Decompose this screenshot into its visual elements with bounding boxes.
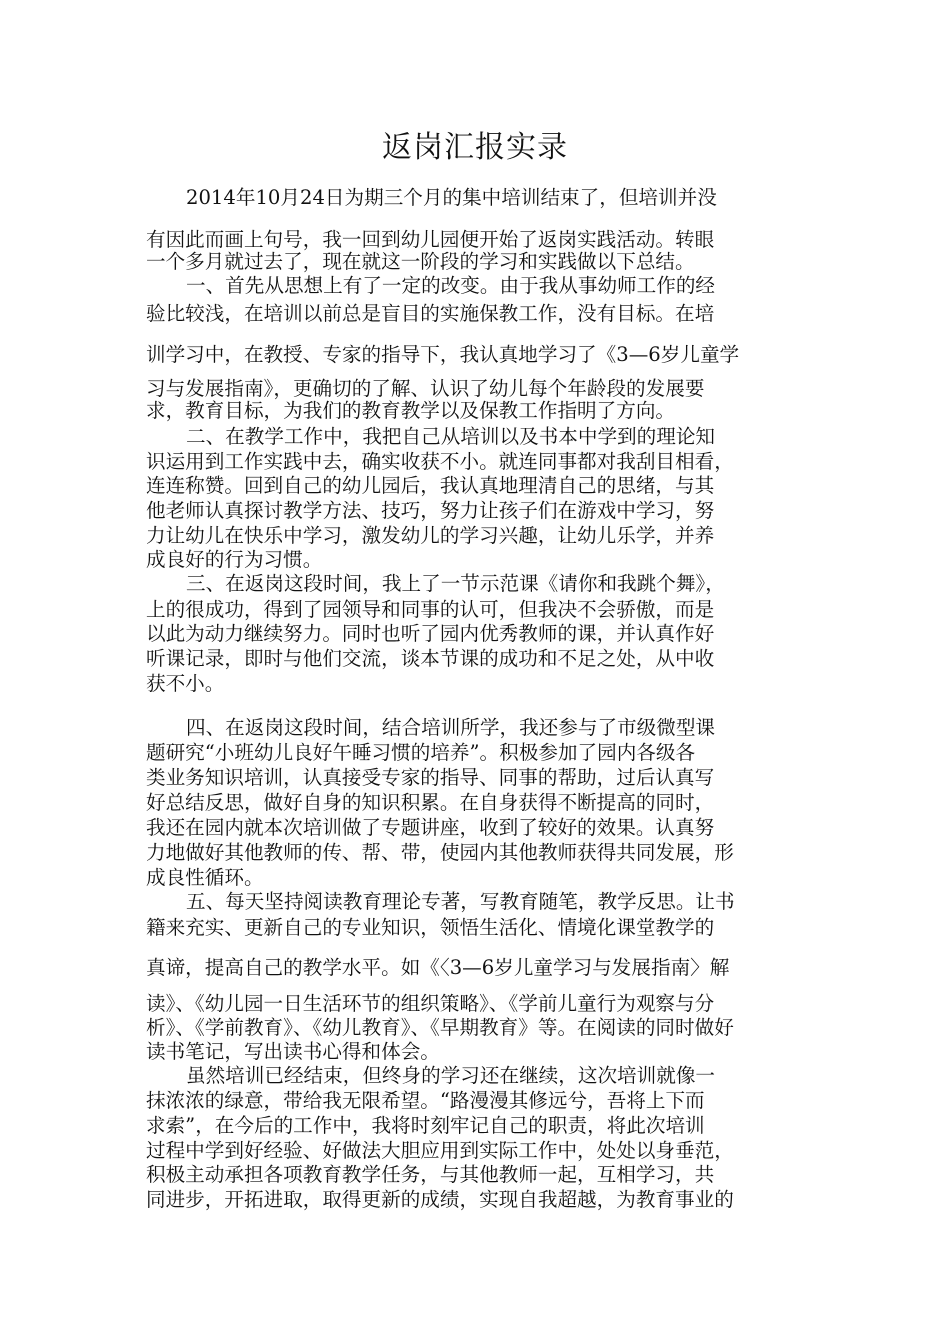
text-line: 习与发展指南》，更确切的了解、认识了幼儿每个年龄段的发展要 [146, 377, 705, 400]
text-line: 求索”，在今后的工作中，我将时刻牢记自己的职责，将此次培训 [146, 1114, 705, 1137]
text-line: 求，教育目标，为我们的教育教学以及保教工作指明了方向。 [146, 399, 676, 422]
text-line: 同进步，开拓进取，取得更新的成绩，实现自我超越，为教育事业的 [146, 1188, 734, 1211]
text-line: 连连称赞。回到自己的幼儿园后，我认真地理清自己的思绪，与其 [146, 474, 715, 497]
text-line: 籍来充实、更新自己的专业知识，领悟生活化、情境化课堂教学的 [146, 916, 715, 939]
text-line: 成良性循环。 [146, 866, 264, 889]
text-line: 一、首先从思想上有了一定的改变。由于我从事幼师工作的经 [186, 274, 716, 297]
text-line: 听课记录，即时与他们交流，谈本节课的成功和不足之处，从中收 [146, 647, 715, 670]
text-line: 力地做好其他教师的传、帮、带，使园内其他教师获得共同发展，形 [146, 841, 734, 864]
text-line: 好总结反思，做好自身的知识积累。在自身获得不断提高的同时， [146, 791, 715, 814]
text-line: 有因此而画上句号，我一回到幼儿园便开始了返岗实践活动。转眼 [146, 228, 715, 251]
text-line: 以此为动力继续努力。同时也听了园内优秀教师的课，并认真作好 [146, 622, 715, 645]
text-line: 验比较浅，在培训以前总是盲目的实施保教工作，没有目标。在培 [146, 302, 715, 325]
text-line: 他老师认真探讨教学方法、技巧，努力让孩子们在游戏中学习，努 [146, 499, 715, 522]
text-line: 五、每天坚持阅读教育理论专著，写教育随笔，教学反思。让书 [186, 890, 735, 913]
text-line: 积极主动承担各项教育教学任务，与其他教师一起，互相学习，共 [146, 1163, 715, 1186]
text-line: 获不小。 [146, 672, 225, 695]
text-line: 三、在返岗这段时间，我上了一节示范课《请你和我跳个舞》， [186, 572, 725, 595]
text-line: 识运用到工作实践中去，确实收获不小。就连同事都对我刮目相看， [146, 450, 734, 473]
text-line: 训学习中，在教授、专家的指导下，我认真地学习了《3—6岁儿童学 [146, 343, 740, 366]
text-line: 过程中学到好经验、好做法大胆应用到实际工作中，处处以身垂范， [146, 1139, 734, 1162]
text-line: 题研究“小班幼儿良好午睡习惯的培养”。积极参加了园内各级各 [146, 741, 696, 764]
text-line: 一个多月就过去了，现在就这一阶段的学习和实践做以下总结。 [146, 250, 695, 273]
text-line: 类业务知识培训，认真接受专家的指导、同事的帮助，过后认真写 [146, 766, 715, 789]
text-line: 析》、《学前教育》、《幼儿教育》、《早期教育》等。在阅读的同时做好 [146, 1016, 734, 1039]
text-line: 虽然培训已经结束，但终身的学习还在继续，这次培训就像一 [186, 1064, 716, 1087]
text-line: 二、在教学工作中，我把自己从培训以及书本中学到的理论知 [186, 425, 716, 448]
text-line: 抹浓浓的绿意，带给我无限希望。“路漫漫其修远兮，吾将上下而 [146, 1089, 705, 1112]
text-line: 上的很成功，得到了园领导和同事的认可，但我决不会骄傲，而是 [146, 598, 715, 621]
document-title: 返岗汇报实录 [382, 130, 568, 165]
text-line: 成良好的行为习惯。 [146, 548, 323, 571]
text-line: 我还在园内就本次培训做了专题讲座，收到了较好的效果。认真努 [146, 816, 715, 839]
text-line: 力让幼儿在快乐中学习，激发幼儿的学习兴趣，让幼儿乐学，并养 [146, 524, 715, 547]
text-line: 读》、《幼儿园一日生活环节的组织策略》、《学前儿童行为观察与分 [146, 992, 715, 1015]
text-line: 四、在返岗这段时间，结合培训所学，我还参与了市级微型课 [186, 716, 716, 739]
text-line: 2014年10月24日为期三个月的集中培训结束了，但培训并没 [186, 186, 717, 209]
text-line: 读书笔记，写出读书心得和体会。 [146, 1040, 440, 1063]
text-line: 真谛，提高自己的教学水平。如《〈3—6岁儿童学习与发展指南〉解 [146, 956, 730, 979]
